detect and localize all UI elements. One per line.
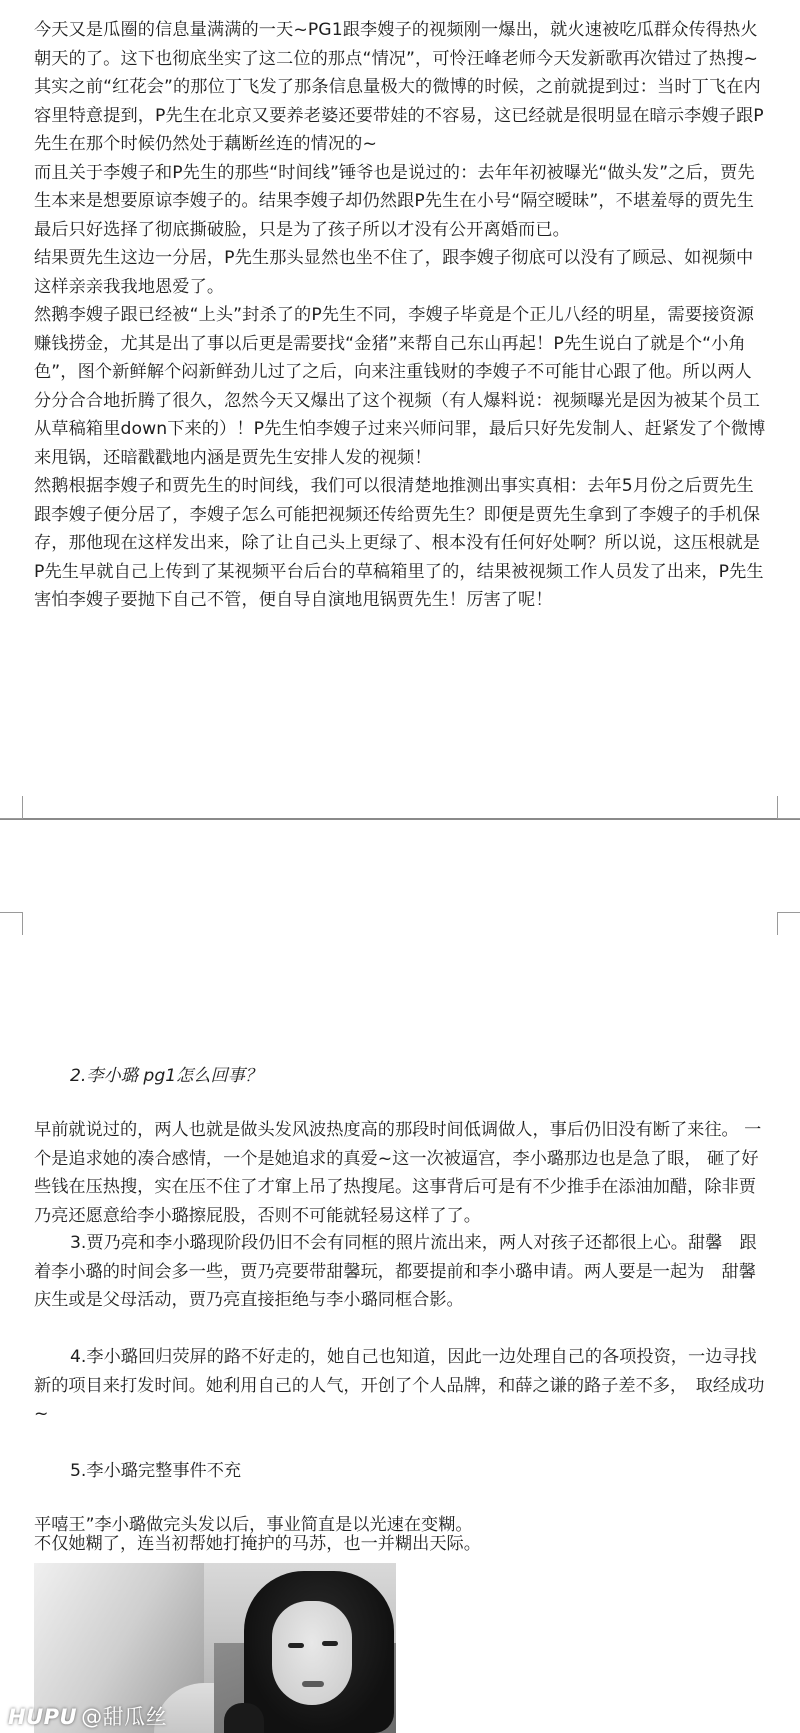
paragraph: 平嘻王”李小璐做完头发以后，事业简直是以光速在变糊。 <box>34 1515 473 1535</box>
paragraph: 其实之前“红花会”的那位丁飞发了那条信息量极大的微博的时候，之前就提到过：当时丁飞在内容里特意提到，P先生在北京又要养老婆还要带娃的不容易，这已经就是很明显在暗示李嫂子跟P先生在那个时候仍然处于藕断丝连的情况的~ <box>34 77 764 154</box>
paragraph: 早前就说过的，两人也就是做头发风波热度高的那段时间低调做人，事后仍旧没有断了来往。 一个是追求她的凑合感情，一个是她追求的真爱~这一次被逼宫，李小璐那边也是急了眼， 砸了好些钱在压热搜，实在压不住了才窜上吊了热搜尾。这事背后可是有不少推手在添油加醋，除非贾乃亮还愿意给李小璐擦屁股，否则不可能就轻易这样了了。 <box>34 1120 762 1226</box>
section-heading-5: 5.李小璐完整事件不充 <box>70 1461 242 1481</box>
watermark-brand: HUPU <box>8 1705 78 1729</box>
paragraph: 今天又是瓜圈的信息量满满的一天~PG1跟李嫂子的视频刚一爆出，就火速被吃瓜群众传得热火朝天的了。这下也彻底坐实了这二位的那点“情况”，可怜汪峰老师今天发新歌再次错过了热搜~ <box>34 20 759 69</box>
section-heading-2: 2.李小璐 pg1怎么回事？ <box>70 1066 263 1086</box>
watermark-handle: @甜瓜丝 <box>81 1705 168 1729</box>
paragraph: 结果贾先生这边一分居，P先生那头显然也坐不住了，跟李嫂子彻底可以没有了顾忌、如视频中这样亲亲我我地恩爱了。 <box>34 248 754 297</box>
document-page-1 <box>0 0 800 820</box>
paragraph: 然鹅根据李嫂子和贾先生的时间线，我们可以很清楚地推测出事实真相：去年5月份之后贾先生跟李嫂子便分居了，李嫂子怎么可能把视频还传给贾先生？即便是贾先生拿到了李嫂子的手机保存，那他现在这样发出来，除了让自己头上更绿了、根本没有任何好处啊？所以说，这压根就是P先生早就自己上传到了某视频平台后台的草稿箱里了的，结果被视频工作人员发了出来，P先生害怕李嫂子要抛下自己不管，便自导自演地甩锅贾先生！厉害了呢！ <box>34 476 764 610</box>
paragraph: 4.李小璐回归荧屏的路不好走的，她自己也知道，因此一边处理自己的各项投资，一边寻找新的项目来打发时间。她利用自己的人气，开创了个人品牌，和薛之谦的路子差不多， 取经成功~ <box>34 1347 765 1424</box>
paragraph: 而且关于李嫂子和P先生的那些“时间线”锤爷也是说过的：去年年初被曝光“做头发”之后，贾先生本来是想要原谅李嫂子的。结果李嫂子却仍然跟P先生在小号“隔空暧昧”，不堪羞辱的贾先生最后只好选择了彻底撕破脸，只是为了孩子所以才没有公开离婚而已。 <box>34 162 755 240</box>
paragraph: 然鹅李嫂子跟已经被“上头”封杀了的P先生不同，李嫂子毕竟是个正儿八经的明星，需要接资源赚钱捞金，尤其是出了事以后更是需要找“金猪”来帮自己东山再起！P先生说白了就是个“小角色”，图个新鲜解个闷新鲜劲儿过了之后，向来注重钱财的李嫂子不可能甘心跟了他。所以两人分分合合地折腾了很久，忽然今天又爆出了这个视频（有人爆料说：视频曝光是因为被某个员工从草稿箱里down下来的）！P先生怕李嫂子过来兴师问罪，最后只好先发制人、赶紧发了个微博来甩锅，还暗戳戳地内涵是贾先生安排人发的视频！ <box>34 305 766 468</box>
article-body <box>34 16 768 615</box>
page-gap <box>0 818 800 910</box>
watermark <box>8 1701 167 1731</box>
page-corner-mark <box>777 796 800 819</box>
paragraph: 3.贾乃亮和李小璐现阶段仍旧不会有同框的照片流出来，两人对孩子还都很上心。甜馨 跟着李小璐的时间会多一些，贾乃亮要带甜馨玩，都要提前和李小璐申请。两人要是一起为 甜馨庆生或是父母活动，贾乃亮直接拒绝与李小璐同框合影。 <box>34 1233 757 1310</box>
page-corner-mark <box>0 796 23 819</box>
page-divider <box>0 818 800 820</box>
paragraph-before-photo: 不仅她糊了，连当初帮她打掩护的马苏，也一并糊出天际。 <box>34 1534 481 1554</box>
